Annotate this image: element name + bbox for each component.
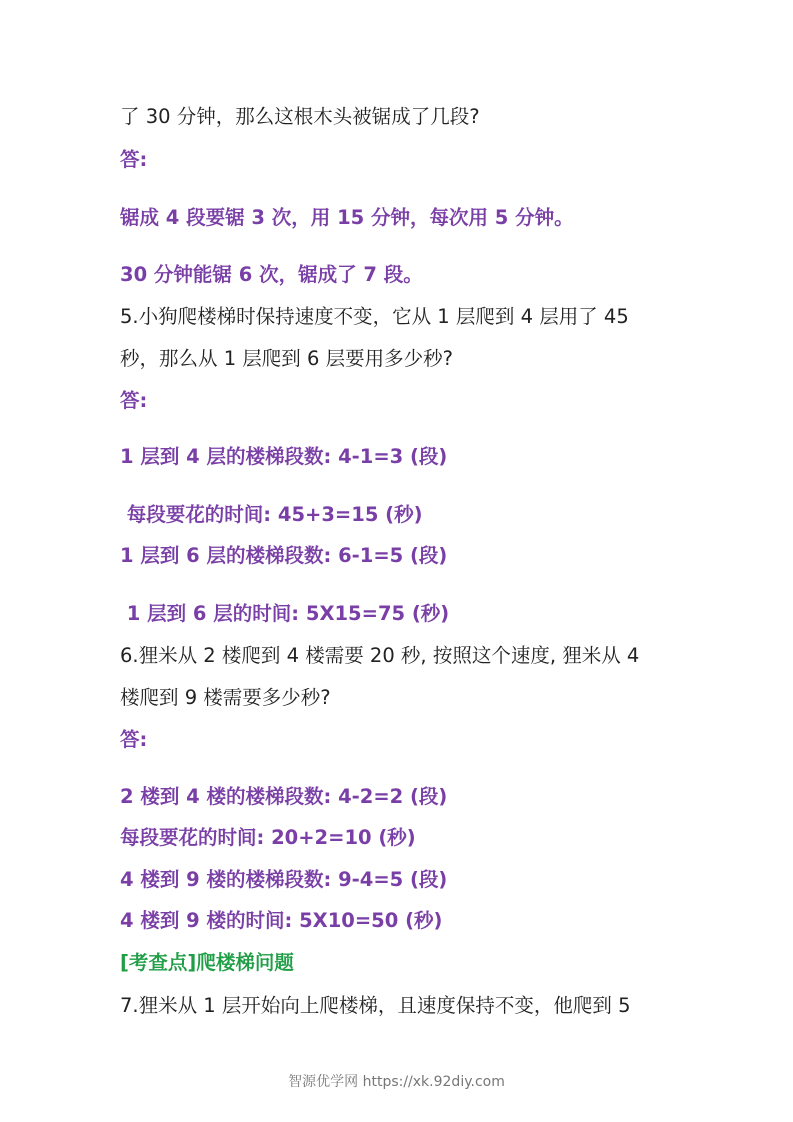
- answer-line: 锯成 4 段要锯 3 次，用 15 分钟，每次用 5 分钟。: [120, 206, 574, 229]
- answer-label: 答:: [120, 389, 148, 412]
- answer-line: 2 楼到 4 楼的楼梯段数: 4-2=2 (段): [120, 785, 448, 808]
- question-line: 5.小狗爬楼梯时保持速度不变，它从 1 层爬到 4 层用了 45: [120, 305, 629, 328]
- answer-line: 30 分钟能锯 6 次，锯成了 7 段。: [120, 263, 423, 286]
- question-line: 6.狸米从 2 楼爬到 4 楼需要 20 秒, 按照这个速度, 狸米从 4: [120, 644, 640, 667]
- answer-line: 4 楼到 9 楼的时间: 5X10=50 (秒): [120, 909, 443, 932]
- answer-label: 答:: [120, 148, 148, 171]
- answer-line: 1 层到 6 层的楼梯段数: 6-1=5 (段): [120, 544, 448, 567]
- answer-line: 每段要花的时间: 20+2=10 (秒): [120, 826, 416, 849]
- answer-line: 每段要花的时间: 45+3=15 (秒): [120, 503, 423, 526]
- footer-watermark: 智源优学网 https://xk.92diy.com: [288, 1074, 505, 1090]
- question-line: 7.狸米从 1 层开始向上爬楼梯，且速度保持不变，他爬到 5: [120, 994, 631, 1017]
- answer-line: 1 层到 6 层的时间: 5X15=75 (秒): [120, 602, 450, 625]
- question-line: 了 30 分钟，那么这根木头被锯成了几段?: [120, 105, 480, 128]
- answer-line: 1 层到 4 层的楼梯段数: 4-1=3 (段): [120, 445, 448, 468]
- topic-label: [考查点]爬楼梯问题: [120, 951, 294, 974]
- answer-line: 4 楼到 9 楼的楼梯段数: 9-4=5 (段): [120, 868, 448, 891]
- question-line: 楼爬到 9 楼需要多少秒?: [120, 686, 331, 709]
- question-line: 秒，那么从 1 层爬到 6 层要用多少秒?: [120, 347, 453, 370]
- answer-label: 答:: [120, 728, 148, 751]
